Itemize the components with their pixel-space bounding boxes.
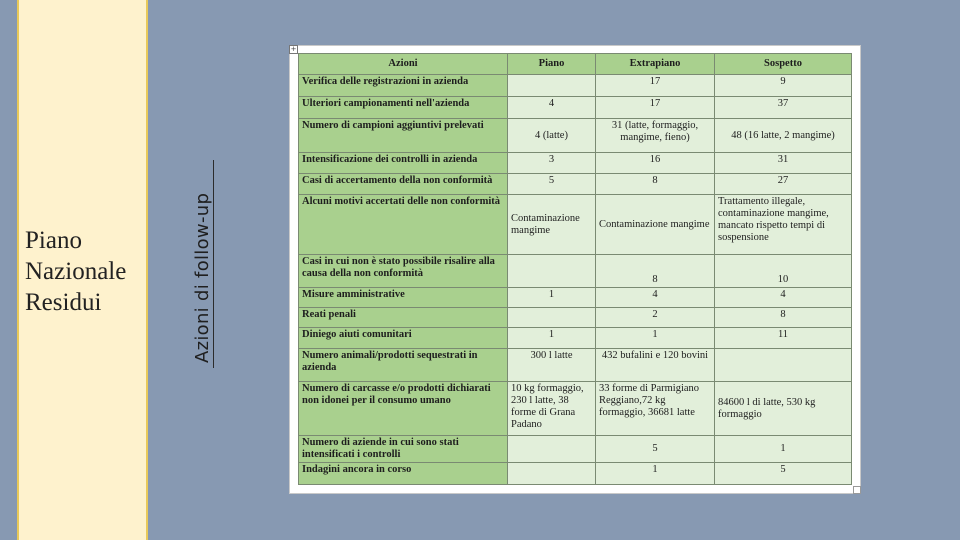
sospetto-cell: 4 xyxy=(715,288,852,308)
section-title-line: Residui xyxy=(25,289,102,316)
table-row xyxy=(299,75,852,97)
header-extrapiano: Extrapiano xyxy=(596,54,715,75)
piano-cell: 5 xyxy=(508,174,596,195)
table-header-row xyxy=(299,54,852,75)
action-cell: Misure amministrative xyxy=(299,288,508,308)
extrapiano-cell: 8 xyxy=(596,174,715,195)
side-panel xyxy=(17,0,148,540)
piano-cell: 10 kg formaggio, 230 l latte, 38 forme di Grana Padano xyxy=(508,382,596,436)
table-move-handle-icon[interactable]: + xyxy=(290,45,297,53)
extrapiano-cell: 16 xyxy=(596,153,715,174)
sospetto-cell xyxy=(715,349,852,382)
table-row xyxy=(299,195,852,255)
piano-cell: 1 xyxy=(508,328,596,349)
piano-cell xyxy=(508,463,596,485)
piano-cell: 4 (latte) xyxy=(508,119,596,153)
sospetto-cell: 84600 l di latte, 530 kg formaggio xyxy=(715,382,852,436)
extrapiano-cell: 5 xyxy=(596,436,715,463)
header-azioni: Azioni xyxy=(299,54,508,75)
sospetto-cell: Trattamento illegale, contaminazione mangime, mancato rispetto tempi di sospensione xyxy=(715,195,852,255)
action-cell: Numero animali/prodotti sequestrati in azienda xyxy=(299,349,508,382)
table-row xyxy=(299,349,852,382)
vertical-label-block xyxy=(170,160,215,370)
piano-cell: 3 xyxy=(508,153,596,174)
table-row xyxy=(299,288,852,308)
action-cell: Intensificazione dei controlli in azienda xyxy=(299,153,508,174)
section-title-line: Nazionale xyxy=(25,258,127,285)
table-row xyxy=(299,119,852,153)
piano-cell xyxy=(508,308,596,328)
extrapiano-cell: 17 xyxy=(596,75,715,97)
piano-cell: 1 xyxy=(508,288,596,308)
action-cell: Numero di campioni aggiuntivi prelevati xyxy=(299,119,508,153)
table-row xyxy=(299,382,852,436)
piano-cell: 4 xyxy=(508,97,596,119)
sospetto-cell: 9 xyxy=(715,75,852,97)
extrapiano-cell: Contaminazione mangime xyxy=(596,195,715,255)
piano-cell xyxy=(508,436,596,463)
action-cell: Diniego aiuti comunitari xyxy=(299,328,508,349)
table-row xyxy=(299,436,852,463)
table-row xyxy=(299,174,852,195)
extrapiano-cell: 4 xyxy=(596,288,715,308)
table-row xyxy=(299,308,852,328)
table-row xyxy=(299,328,852,349)
action-cell: Numero di carcasse e/o prodotti dichiarati non idonei per il consumo umano xyxy=(299,382,508,436)
piano-cell: 300 l latte xyxy=(508,349,596,382)
table-row xyxy=(299,97,852,119)
section-title xyxy=(25,225,150,318)
action-cell: Numero di aziende in cui sono stati intensificati i controlli xyxy=(299,436,508,463)
resize-handle-icon[interactable] xyxy=(853,486,861,494)
sospetto-cell: 37 xyxy=(715,97,852,119)
sospetto-cell: 5 xyxy=(715,463,852,485)
vertical-divider xyxy=(213,160,214,368)
extrapiano-cell: 1 xyxy=(596,328,715,349)
extrapiano-cell: 8 xyxy=(596,255,715,288)
sospetto-cell: 8 xyxy=(715,308,852,328)
table-row xyxy=(299,463,852,485)
action-cell: Casi di accertamento della non conformità xyxy=(299,174,508,195)
sospetto-cell: 11 xyxy=(715,328,852,349)
extrapiano-cell: 432 bufalini e 120 bovini xyxy=(596,349,715,382)
action-cell: Ulteriori campionamenti nell'azienda xyxy=(299,97,508,119)
sospetto-cell: 10 xyxy=(715,255,852,288)
extrapiano-cell: 17 xyxy=(596,97,715,119)
piano-cell: Contaminazione mangime xyxy=(508,195,596,255)
table-row xyxy=(299,255,852,288)
sospetto-cell: 48 (16 latte, 2 mangime) xyxy=(715,119,852,153)
sospetto-cell: 31 xyxy=(715,153,852,174)
section-title-line: Piano xyxy=(25,227,82,254)
action-cell: Verifica delle registrazioni in azienda xyxy=(299,75,508,97)
extrapiano-cell: 2 xyxy=(596,308,715,328)
header-piano: Piano xyxy=(508,54,596,75)
piano-cell xyxy=(508,75,596,97)
extrapiano-cell: 31 (latte, formaggio, mangime, fieno) xyxy=(596,119,715,153)
action-cell: Alcuni motivi accertati delle non conformità xyxy=(299,195,508,255)
action-cell: Reati penali xyxy=(299,308,508,328)
sospetto-cell: 1 xyxy=(715,436,852,463)
sospetto-cell: 27 xyxy=(715,174,852,195)
piano-cell xyxy=(508,255,596,288)
follow-up-table xyxy=(298,53,852,485)
table-row xyxy=(299,153,852,174)
header-sospetto: Sospetto xyxy=(715,54,852,75)
action-cell: Casi in cui non è stato possibile risalire alla causa della non conformità xyxy=(299,255,508,288)
extrapiano-cell: 33 forme di Parmigiano Reggiano,72 kg formaggio, 36681 latte xyxy=(596,382,715,436)
vertical-label: Azioni di follow-up xyxy=(192,192,213,363)
table-image xyxy=(289,45,861,494)
action-cell: Indagini ancora in corso xyxy=(299,463,508,485)
extrapiano-cell: 1 xyxy=(596,463,715,485)
